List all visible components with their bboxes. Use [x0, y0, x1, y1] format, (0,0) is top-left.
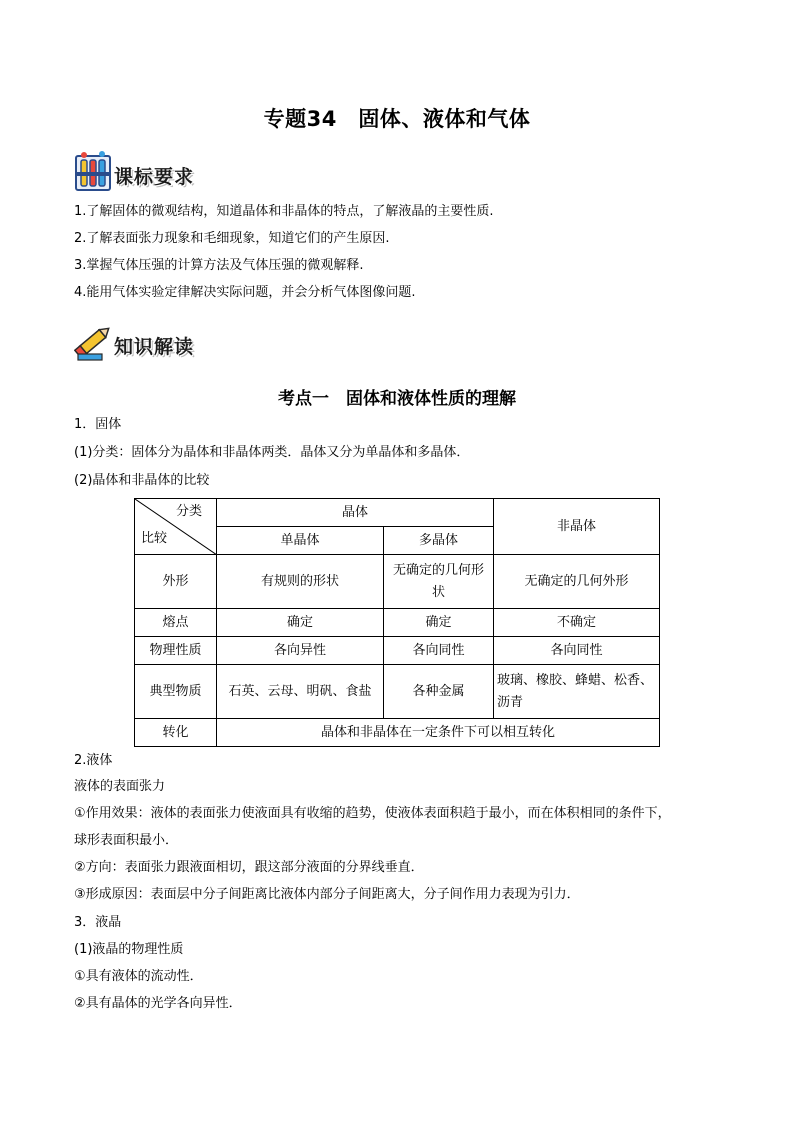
solid-heading: 1．固体 — [74, 417, 122, 432]
requirement-2: 2.了解表面张力现象和毛细现象，知道它们的产生原因. — [74, 231, 390, 246]
cell-amorphous: 不确定 — [494, 609, 660, 637]
header-poly: 多晶体 — [384, 527, 494, 555]
row-label: 物理性质 — [135, 637, 217, 665]
cell-poly: 确定 — [384, 609, 494, 637]
liquid-effect-1: ①作用效果：液体的表面张力使液面具有收缩的趋势，使液体表面积趋于最小，而在体积相同的条件下， — [74, 806, 671, 821]
cell-poly: 各向同性 — [384, 637, 494, 665]
requirement-4: 4.能用气体实验定律解决实际问题，并会分析气体图像问题. — [74, 285, 416, 300]
comparison-table — [134, 498, 660, 747]
liquid-heading: 2.液体 — [74, 753, 113, 768]
lc-property-1: ①具有液体的流动性． — [74, 969, 203, 984]
row-label: 外形 — [135, 555, 217, 609]
table-corner-cell — [135, 499, 217, 555]
cell-amorphous: 玻璃、橡胶、蜂蜡、松香、沥青 — [494, 665, 660, 719]
row-label: 熔点 — [135, 609, 217, 637]
pencil-icon — [74, 320, 114, 364]
cell-single: 各向异性 — [217, 637, 384, 665]
requirement-3: 3.掌握气体压强的计算方法及气体压强的微观解释. — [74, 258, 364, 273]
lc-property-2: ②具有晶体的光学各向异性． — [74, 996, 242, 1011]
corner-top-label: 分类 — [175, 504, 202, 519]
liquid-direction: ②方向：表面张力跟液面相切，跟这部分液面的分界线垂直． — [74, 860, 424, 875]
cell-poly: 各种金属 — [384, 665, 494, 719]
table-row — [135, 609, 660, 637]
table-row — [135, 637, 660, 665]
header-single: 单晶体 — [217, 527, 384, 555]
liquid-surface: 液体的表面张力 — [74, 779, 166, 794]
cell-single: 确定 — [217, 609, 384, 637]
lc-heading: 3．液晶 — [74, 915, 122, 930]
cell-transform: 晶体和非晶体在一定条件下可以相互转化 — [217, 719, 660, 747]
row-label: 典型物质 — [135, 665, 217, 719]
table-row — [135, 665, 660, 719]
cell-single: 石英、云母、明矾、食盐 — [217, 665, 384, 719]
requirements-banner-label: 课标要求 — [114, 166, 195, 188]
solid-compare: (2)晶体和非晶体的比较 — [74, 473, 210, 488]
table-row — [135, 719, 660, 747]
page-title: 专题34 固体、液体和气体 — [263, 107, 531, 131]
solid-classify: (1)分类：固体分为晶体和非晶体两类．晶体又分为单晶体和多晶体． — [74, 445, 470, 460]
requirements-banner — [74, 150, 214, 194]
cell-poly: 无确定的几何形状 — [384, 555, 494, 609]
knowledge-banner — [74, 320, 214, 364]
table-row — [135, 555, 660, 609]
header-amorphous: 非晶体 — [494, 499, 660, 555]
lc-properties: (1)液晶的物理性质 — [74, 942, 184, 957]
section-title: 考点一 固体和液体性质的理解 — [278, 389, 516, 409]
corner-bottom-label: 比较 — [141, 531, 168, 546]
test-tubes-icon — [74, 150, 112, 192]
cell-amorphous: 各向同性 — [494, 637, 660, 665]
row-label: 转化 — [135, 719, 217, 747]
cell-amorphous: 无确定的几何外形 — [494, 555, 660, 609]
requirement-1: 1.了解固体的微观结构，知道晶体和非晶体的特点，了解液晶的主要性质. — [74, 204, 494, 219]
header-crystal: 晶体 — [217, 499, 494, 527]
liquid-effect-2: 球形表面积最小． — [74, 833, 179, 848]
cell-single: 有规则的形状 — [217, 555, 384, 609]
knowledge-banner-label: 知识解读 — [114, 336, 195, 358]
liquid-cause: ③形成原因：表面层中分子间距离比液体内部分子间距离大，分子间作用力表现为引力． — [74, 887, 580, 902]
